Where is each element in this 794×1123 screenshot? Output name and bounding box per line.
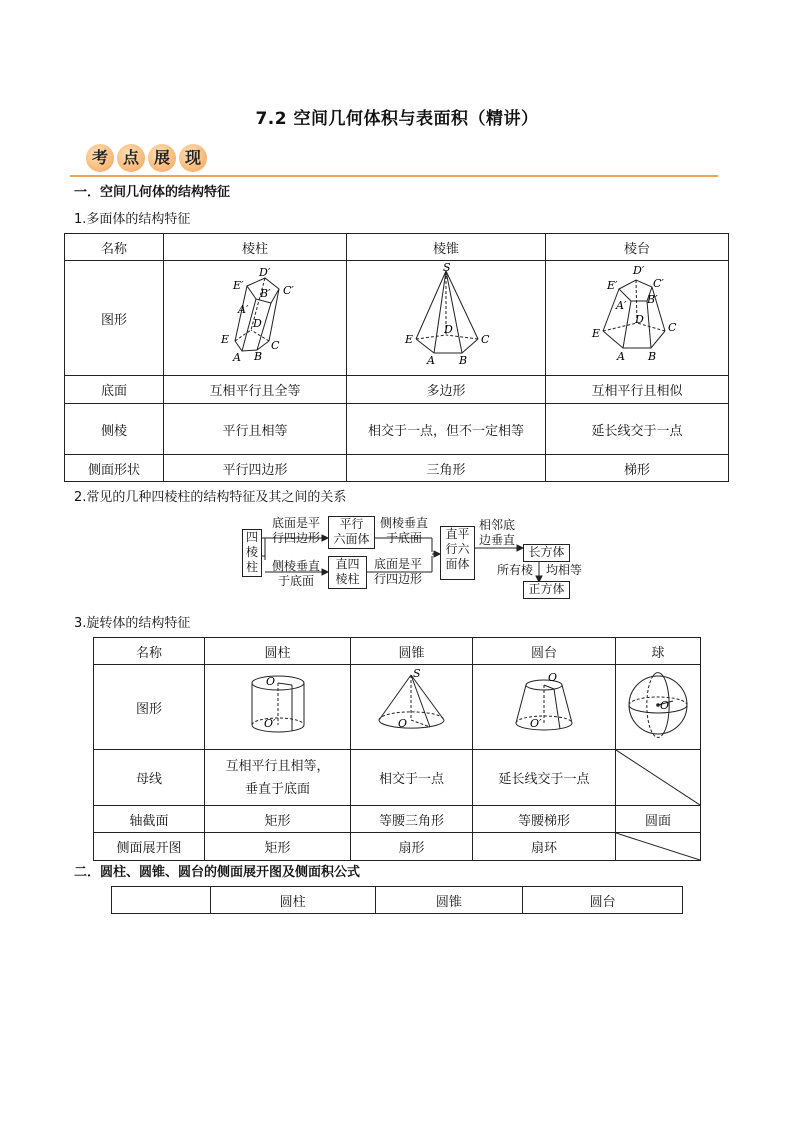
- header-cell: 名称: [94, 638, 205, 665]
- diagonal-line: [616, 750, 700, 805]
- row-label: 轴截面: [94, 806, 205, 833]
- row-label: 图形: [94, 665, 205, 750]
- point-label: O′: [530, 717, 542, 730]
- header-cell: 圆锥: [351, 638, 473, 665]
- vertex-label: D: [635, 313, 644, 326]
- vertex-label: B: [648, 350, 657, 363]
- box-text: 柱: [245, 560, 258, 574]
- vertex-label: D: [444, 323, 453, 336]
- header-cell: 棱柱: [164, 234, 347, 261]
- edge-text: 行四边形: [373, 572, 422, 586]
- banner-char: 展: [148, 144, 176, 172]
- edge-label-bottom: [266, 559, 326, 589]
- vertex-label: D′: [259, 266, 271, 279]
- header-cell: 圆台: [473, 638, 616, 665]
- vertex-label: E: [405, 333, 414, 346]
- header-cell: 名称: [65, 234, 164, 261]
- edge-label-cube-left: 所有棱: [496, 563, 533, 577]
- banner-char: 点: [117, 144, 145, 172]
- frustum-cone-figure-cell: [473, 665, 616, 750]
- vertex-label: A: [617, 350, 625, 363]
- header-cell: 圆台: [523, 887, 683, 914]
- frustum-figure-cell: [546, 261, 729, 376]
- point-label: O: [398, 717, 408, 730]
- header-cell: 棱台: [546, 234, 729, 261]
- edge-label-mid-bottom: [366, 557, 430, 587]
- sphere-figure-cell: [616, 665, 701, 750]
- vertex-label: A′: [238, 303, 249, 316]
- vertex-label: A′: [616, 299, 627, 312]
- banner-char: 考: [86, 144, 114, 172]
- subheading-1: 1.多面体的结构特征: [74, 212, 191, 227]
- point-label: S: [413, 667, 421, 680]
- vertex-label: B′: [260, 287, 271, 300]
- cell-line: 垂直于底面: [244, 781, 310, 797]
- vertex-label: D: [253, 317, 262, 330]
- vertex-label: C′: [283, 284, 294, 297]
- box-parallelepiped: [328, 516, 375, 549]
- table-cell: 相交于一点，但不一定相等: [347, 404, 546, 455]
- box-cuboid: 长方体: [523, 544, 570, 562]
- box-text: 直四: [335, 557, 360, 571]
- box-text: 行六: [445, 542, 470, 556]
- point-label: O′: [264, 717, 276, 730]
- diagonal-line: [616, 833, 700, 860]
- row-label: 侧棱: [65, 404, 164, 455]
- table-cell: 等腰梯形: [473, 806, 616, 833]
- row-label: 图形: [65, 261, 164, 376]
- table-cell: 矩形: [205, 833, 351, 861]
- section-2-heading: 二．圆柱、圆锥、圆台的侧面展开图及侧面积公式: [74, 865, 361, 880]
- table-cell: 多边形: [347, 376, 546, 404]
- lateral-area-table: [111, 886, 683, 914]
- pyramid-figure-cell: [347, 261, 546, 376]
- point-label: O: [548, 671, 558, 684]
- vertex-label: S: [443, 261, 451, 274]
- vertex-label: E: [221, 333, 230, 346]
- vertex-label: B′: [647, 293, 658, 306]
- box-right-parallelepiped: [440, 526, 475, 580]
- pyramid-figure: [348, 261, 544, 371]
- vertex-label: C′: [653, 277, 664, 290]
- edge-text: 行四边形: [271, 531, 320, 545]
- vertex-label: E′: [607, 279, 618, 292]
- polyhedra-table: [64, 233, 729, 482]
- box-text: 直平: [445, 527, 470, 541]
- edge-text: 相邻底: [478, 518, 515, 532]
- box-cube: 正方体: [523, 581, 570, 599]
- revolution-table: [93, 637, 701, 861]
- edge-label-mid-top: [374, 516, 434, 546]
- box-right-prism: [328, 556, 367, 589]
- box-text: 四: [245, 530, 258, 544]
- vertex-label: C: [271, 339, 280, 352]
- orange-divider: [70, 175, 718, 177]
- table-cell: 相交于一点: [351, 750, 473, 806]
- cylinder-figure-cell: [205, 665, 351, 750]
- table-cell: 平行四边形: [164, 455, 347, 482]
- table-cell: 矩形: [205, 806, 351, 833]
- page-title: 7.2 空间几何体积与表面积（精讲）: [255, 109, 539, 129]
- box-text: 棱柱: [335, 572, 360, 586]
- sphere-figure: [617, 665, 699, 745]
- row-label: 侧面展开图: [94, 833, 205, 861]
- box-text: 棱: [245, 545, 258, 559]
- edge-text: 边垂直: [478, 533, 515, 547]
- header-cell: 圆柱: [205, 638, 351, 665]
- header-cell: 圆柱: [210, 887, 375, 914]
- row-label: 母线: [94, 750, 205, 806]
- banner-char: 现: [179, 144, 207, 172]
- row-label: 底面: [65, 376, 164, 404]
- vertex-label: D′: [633, 264, 645, 277]
- table-cell: 三角形: [347, 455, 546, 482]
- edge-text: 底面是平: [271, 516, 320, 530]
- section-1-heading: 一．空间几何体的结构特征: [74, 185, 231, 200]
- edge-text: 侧棱垂直: [379, 516, 428, 530]
- vertex-label: A: [233, 351, 241, 364]
- header-cell: 球: [616, 638, 701, 665]
- header-cell: 棱锥: [347, 234, 546, 261]
- prism-figure-cell: [164, 261, 347, 376]
- vertex-label: A: [427, 354, 435, 367]
- subheading-3: 3.旋转体的结构特征: [74, 616, 191, 631]
- table-cell: 互相平行且全等: [164, 376, 347, 404]
- edge-text: 侧棱垂直: [271, 559, 320, 573]
- table-cell: 互相平行且相似: [546, 376, 729, 404]
- table-cell: 平行且相等: [164, 404, 347, 455]
- vertex-label: B: [459, 354, 468, 367]
- header-cell: 圆锥: [375, 887, 523, 914]
- cell-line: 互相平行且相等，: [225, 758, 330, 774]
- table-cell: 延长线交于一点: [546, 404, 729, 455]
- frustum-cone-figure: [474, 665, 614, 745]
- frustum-figure: [547, 261, 727, 371]
- edge-label-top: [266, 516, 326, 546]
- box-text: 平行: [339, 517, 364, 531]
- row-label: 侧面形状: [65, 455, 164, 482]
- vertex-label: E′: [233, 279, 244, 292]
- edge-label-cube-right: 均相等: [545, 563, 582, 577]
- cone-figure-cell: [351, 665, 473, 750]
- diagonal-empty-cell: [616, 833, 701, 861]
- vertex-label: C: [668, 321, 677, 334]
- subheading-2: 2.常见的几种四棱柱的结构特征及其之间的关系: [74, 490, 347, 505]
- edge-text: 于底面: [385, 531, 422, 545]
- point-label: O: [266, 675, 276, 688]
- vertex-label: E: [592, 327, 601, 340]
- prism-figure: [165, 261, 345, 371]
- edge-text: 于底面: [277, 574, 314, 588]
- cone-figure: [352, 665, 471, 745]
- edge-text: 底面是平: [373, 557, 422, 571]
- table-cell: 扇环: [473, 833, 616, 861]
- table-cell: 圆面: [616, 806, 701, 833]
- cylinder-figure: [206, 665, 349, 745]
- table-cell: 等腰三角形: [351, 806, 473, 833]
- vertex-label: B: [254, 350, 263, 363]
- box-quadrangular-prism: [242, 529, 262, 577]
- box-text: 面体: [445, 557, 470, 571]
- diagonal-empty-cell: [616, 750, 701, 806]
- point-label: O: [660, 699, 670, 712]
- table-cell: 延长线交于一点: [473, 750, 616, 806]
- table-cell: [205, 750, 351, 806]
- table-cell: 梯形: [546, 455, 729, 482]
- box-text: 六面体: [333, 532, 370, 546]
- edge-label-cuboid: [474, 518, 520, 548]
- vertex-label: C: [481, 333, 490, 346]
- table-cell: 扇形: [351, 833, 473, 861]
- header-cell: [112, 887, 211, 914]
